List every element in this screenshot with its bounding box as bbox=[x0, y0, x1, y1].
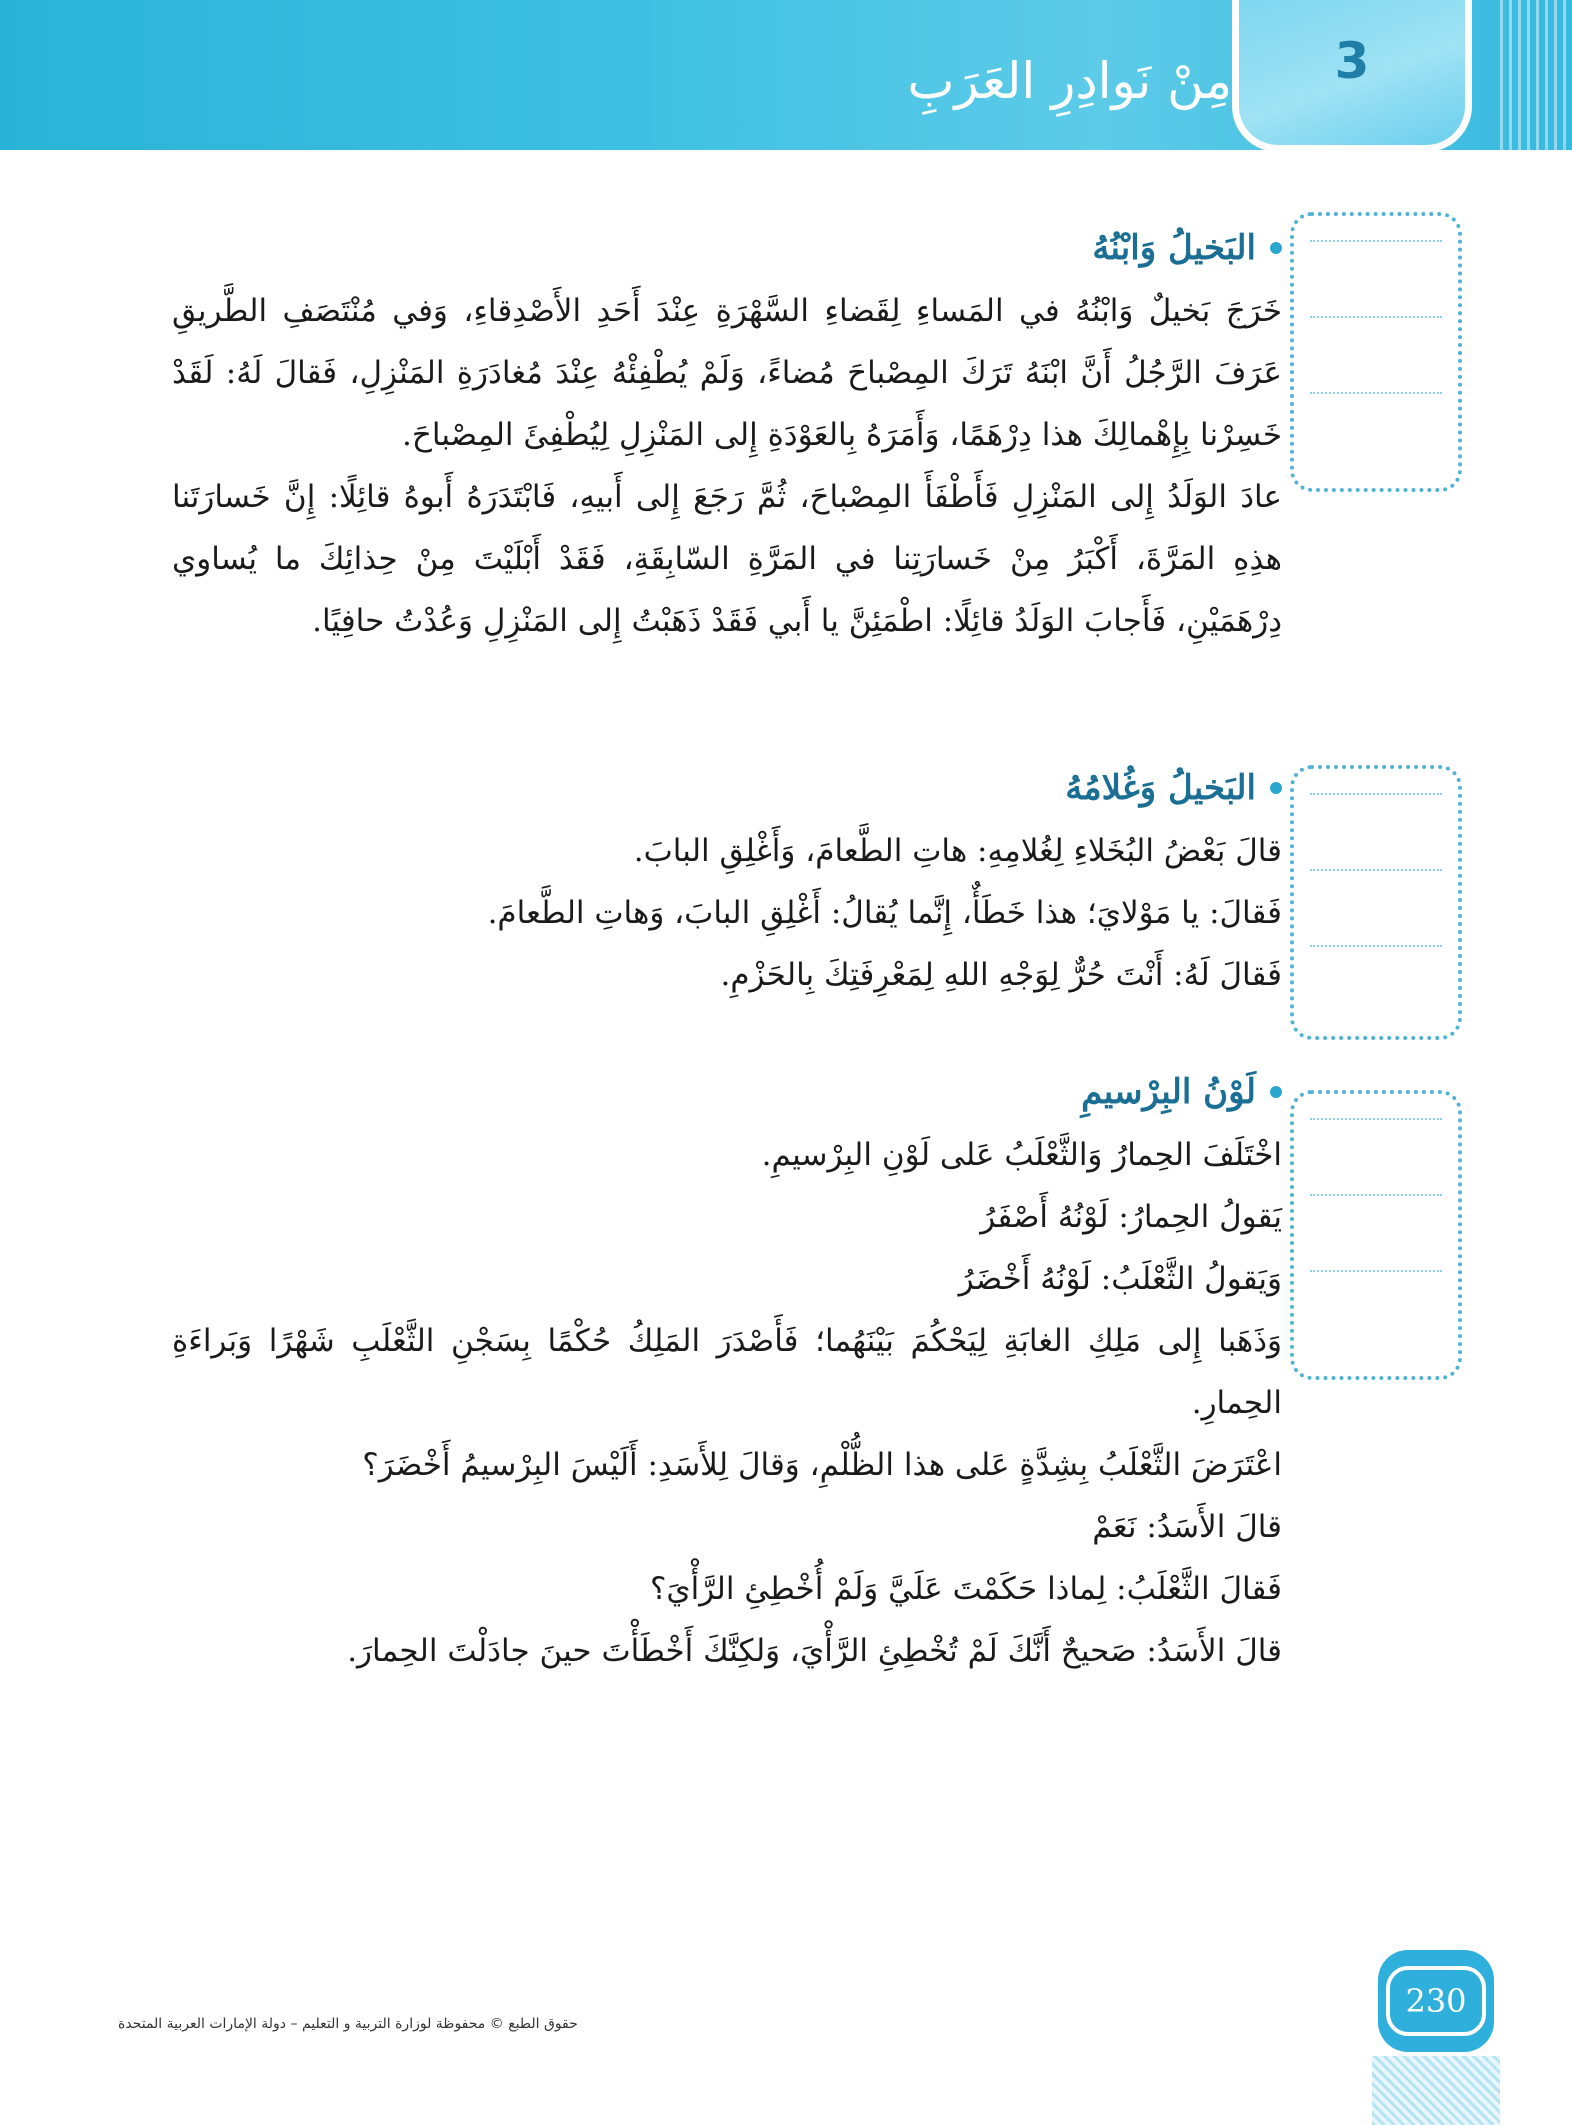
story-line: فَقالَ لَهُ: أَنْتَ حُرٌّ لِوَجْهِ اللهِ لِمَعْرِفَتِكَ بِالحَزْمِ. bbox=[720, 957, 1282, 993]
bullet-icon bbox=[1270, 1086, 1282, 1098]
section-heading-text: لَوْنُ البِرْسيمِ bbox=[1081, 1072, 1256, 1112]
story-section-miser-and-servant bbox=[172, 768, 1282, 1006]
note-line bbox=[1310, 869, 1442, 871]
note-line bbox=[1310, 1270, 1442, 1272]
notes-box[interactable] bbox=[1290, 1090, 1462, 1380]
page-number-badge bbox=[1378, 1950, 1494, 2052]
story-line: قالَ الأَسَدُ: نَعَمْ bbox=[1092, 1509, 1282, 1545]
section-heading bbox=[172, 768, 1282, 808]
story-section-miser-and-son bbox=[172, 228, 1282, 652]
notes-box[interactable] bbox=[1290, 212, 1462, 492]
note-line bbox=[1310, 945, 1442, 947]
story-line: فَقالَ: يا مَوْلايَ؛ هذا خَطَأٌ، إِنَّما يُقالُ: أَغْلِقِ البابَ، وَهاتِ الطَّعامَ. bbox=[487, 895, 1282, 931]
story-line: وَذَهَبا إِلى مَلِكِ الغابَةِ لِيَحْكُمَ بَيْنَهُما؛ فَأَصْدَرَ المَلِكُ حُكْمًا بِسَجْنِ الثَّعْلَبِ شَهْرًا وَبَراءَةِ الحِمارِ. bbox=[172, 1323, 1282, 1421]
section-heading bbox=[172, 1072, 1282, 1112]
page-number: 230 bbox=[1386, 1966, 1486, 2036]
story-paragraph: عادَ الوَلَدُ إِلى المَنْزِلِ فَأَطْفَأَ المِصْباحَ، ثُمَّ رَجَعَ إِلى أَبيهِ، فَابْتَدَرَهُ أَبوهُ قائِلًا: إِنَّ خَسارَتَنا هذِهِ المَرَّةَ، أَكْبَرُ مِنْ خَسارَتِنا في المَرَّةِ السّابِقَةِ، فَقَدْ أَبْلَيْتَ مِنْ حِذائِكَ ما يُساوي دِرْهَمَيْنِ، فَأَجابَ الوَلَدُ قائِلًا: اطْمَئِنَّ يا أَبي فَقَدْ ذَهَبْتُ إِلى المَنْزِلِ وَعُدْتُ حافِيًا. bbox=[172, 479, 1282, 639]
footer-pattern bbox=[1372, 2056, 1500, 2125]
note-line bbox=[1310, 1194, 1442, 1196]
story-line: فَقالَ الثَّعْلَبُ: لِماذا حَكَمْتَ عَلَيَّ وَلَمْ أُخْطِئِ الرَّأْيَ؟ bbox=[649, 1571, 1282, 1607]
copyright-notice: حقوق الطبع © محفوظة لوزارة التربية و التعليم – دولة الإمارات العربية المتحدة bbox=[118, 2016, 578, 2032]
unit-banner bbox=[0, 0, 1572, 150]
story-line: اعْتَرَضَ الثَّعْلَبُ بِشِدَّةٍ عَلى هذا الظُّلْمِ، وَقالَ لِلأَسَدِ: أَلَيْسَ البِرْسيمُ أَخْضَرَ؟ bbox=[362, 1447, 1282, 1483]
unit-number: 3 bbox=[1334, 32, 1370, 90]
banner-decoration bbox=[1500, 0, 1572, 150]
note-line bbox=[1310, 1118, 1442, 1120]
story-line: وَيَقولُ الثَّعْلَبُ: لَوْنُهُ أَخْضَرُ bbox=[958, 1261, 1282, 1297]
unit-tab bbox=[1232, 0, 1472, 152]
bullet-icon bbox=[1270, 242, 1282, 254]
note-line bbox=[1310, 240, 1442, 242]
section-heading-text: البَخيلُ وَابْنُهُ bbox=[1092, 228, 1256, 268]
note-line bbox=[1310, 316, 1442, 318]
story-section-clover-color bbox=[172, 1072, 1282, 1682]
story-line: قالَ الأَسَدُ: صَحيحٌ أَنَّكَ لَمْ تُخْطِئِ الرَّأْيَ، وَلكِنَّكَ أَخْطَأْتَ حينَ جادَلْتَ الحِمارَ. bbox=[347, 1633, 1282, 1669]
page-title: مِنْ نَوادِرِ العَرَبِ bbox=[907, 52, 1232, 110]
notes-box[interactable] bbox=[1290, 765, 1462, 1040]
story-line: يَقولُ الحِمارُ: لَوْنُهُ أَصْفَرُ bbox=[980, 1199, 1282, 1235]
note-line bbox=[1310, 793, 1442, 795]
section-heading-text: البَخيلُ وَغُلامُهُ bbox=[1065, 768, 1256, 808]
note-line bbox=[1310, 392, 1442, 394]
story-line: قالَ بَعْضُ البُخَلاءِ لِغُلامِهِ: هاتِ الطَّعامَ، وَأَغْلِقِ البابَ. bbox=[633, 833, 1282, 869]
bullet-icon bbox=[1270, 782, 1282, 794]
story-line: اخْتَلَفَ الحِمارُ وَالثَّعْلَبُ عَلى لَوْنِ البِرْسيمِ. bbox=[761, 1137, 1282, 1173]
story-paragraph: خَرَجَ بَخيلٌ وَابْنُهُ في المَساءِ لِقَضاءِ السَّهْرَةِ عِنْدَ أَحَدِ الأَصْدِقاءِ، وَفي مُنْتَصَفِ الطَّريقِ عَرَفَ الرَّجُلُ أَنَّ ابْنَهُ تَرَكَ المِصْباحَ مُضاءً، وَلَمْ يُطْفِئْهُ عِنْدَ مُغادَرَةِ المَنْزِلِ، فَقالَ لَهُ: لَقَدْ خَسِرْنا بِإِهْمالِكَ هذا دِرْهَمًا، وَأَمَرَهُ بِالعَوْدَةِ إِلى المَنْزِلِ لِيُطْفِئَ المِصْباحَ. bbox=[172, 293, 1282, 453]
section-heading bbox=[172, 228, 1282, 268]
